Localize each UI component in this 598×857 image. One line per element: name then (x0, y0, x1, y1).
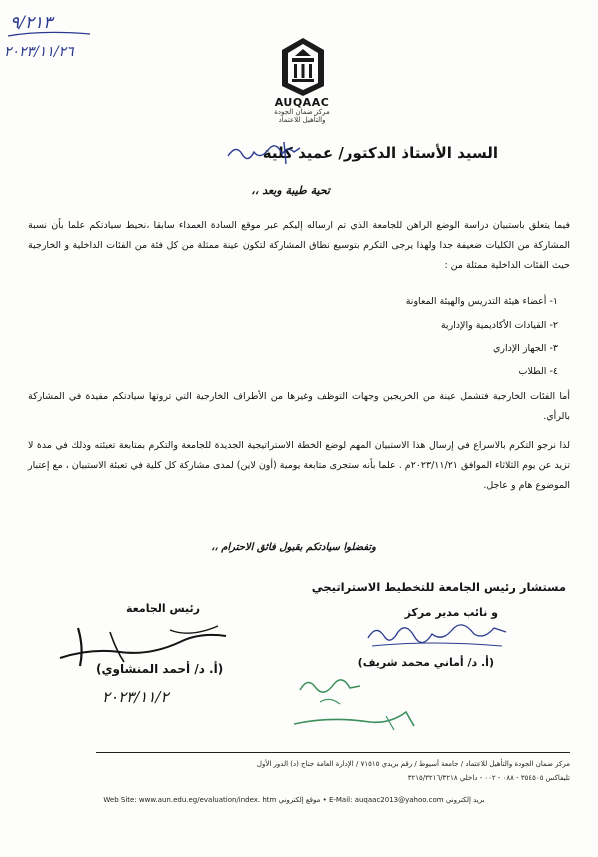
president-name: (أ. د/ أحمد المنشاوي) (96, 662, 224, 676)
footer-phone: تليفاكس ٣٥٤٥٠٥ - ٠٨٨ - ٠٠٢ - داخلي ٣٢١٥/٣٢١٦/٣٢١٨ (407, 774, 570, 782)
logo-abbreviation: AUQAAC (274, 96, 330, 109)
list-item: ٣- الجهاز الإداري (492, 343, 558, 354)
handwritten-reference (2, 6, 98, 66)
closing-line: وتفضلوا سيادتكم بقبول فائق الاحترام ،، (211, 542, 376, 553)
body-paragraph-1: فيما يتعلق باستبيان دراسة الوضع الراهن للجامعة الذي تم ارساله إليكم عبر موقع السادة العمداء سابقا ،نحيط سيادتكم علما بأن نسبة المشاركة من الكليات ضعيفة جدا ولهذا يرجى التكرم بتوسيع نطاق المشاركة لتكون عينة ممثلة من كل فئة من الفئات الداخلية و الخارجية حيث الفئات الداخلية ممثلة من : (28, 220, 570, 271)
footer-divider (96, 752, 570, 753)
footer-address: مركز ضمان الجودة والتأهيل للاعتماد / جامعة أسيوط / رقم بريدي ٧١٥١٥ / الإدارة العامة جناح (د) الدور الأول (256, 760, 570, 768)
advisor-title: مستشار رئيس الجامعة للتخطيط الاستراتيجي (311, 580, 566, 594)
green-handwriting (290, 668, 430, 738)
list-item: ١- أعضاء هيئة التدريس والهيئة المعاونة (405, 296, 558, 307)
body-paragraph-3: لذا نرجو التكرم بالاسراع في إرسال هذا الاستبيان المهم لوضع الخطة الاستراتيجية الجديدة للجامعة والتكرم بمتابعة تعبئته وذلك في مدة لا تزيد عن يوم الثلاثاء الموافق ٢٠٢٣/١١/٢١م . علما بأنه ستجرى متابعة يومية (أون لاين) لمدى مشاركة كل كلية في تعبئة الاستبيان ، مع إعتبار الموضوع هام و عاجل. (28, 440, 571, 491)
handwritten-date: ٢٠٢٣/١١/٢ (102, 688, 169, 706)
president-title: رئيس الجامعة (126, 602, 200, 615)
body-paragraph-2: أما الفئات الخارجية فتشمل عينة من الخريجين وجهات التوظف وغيرها من الأطراف الخارجية التي تروتها سيادتكم مفيدة في المشاركة بالرأي. (28, 391, 570, 422)
reference-date: ٢٠٢٣/١١/٢٦ (4, 44, 74, 60)
addressee: السيد الأستاذ الدكتور/ عميد كلية (262, 144, 498, 162)
president-handwritten-date (96, 682, 206, 710)
advisor-name: (أ. د/ أماني محمد شريف) (357, 656, 494, 669)
list-item: ٢- القيادات الأكاديمية والإدارية (440, 320, 558, 331)
greeting: تحية طيبة وبعد ،، (251, 184, 330, 197)
advisor-signature (362, 618, 512, 654)
reference-number: ٩/٢١٣ (10, 13, 53, 33)
addressee-handwriting (224, 138, 304, 168)
list-item: ٤- الطلاب (518, 366, 558, 377)
logo-subtitle: مركز ضمان الجودة والتأهيل للاعتماد (274, 108, 330, 124)
footer-contact: Web Site: www.aun.edu.eg/evaluation/index. htm موقع إلكتروني • E-Mail: auqaac2013@yahoo.com بريد إلكتروني (103, 796, 485, 804)
advisor-subtitle: و نائب مدير مركز (404, 606, 498, 619)
